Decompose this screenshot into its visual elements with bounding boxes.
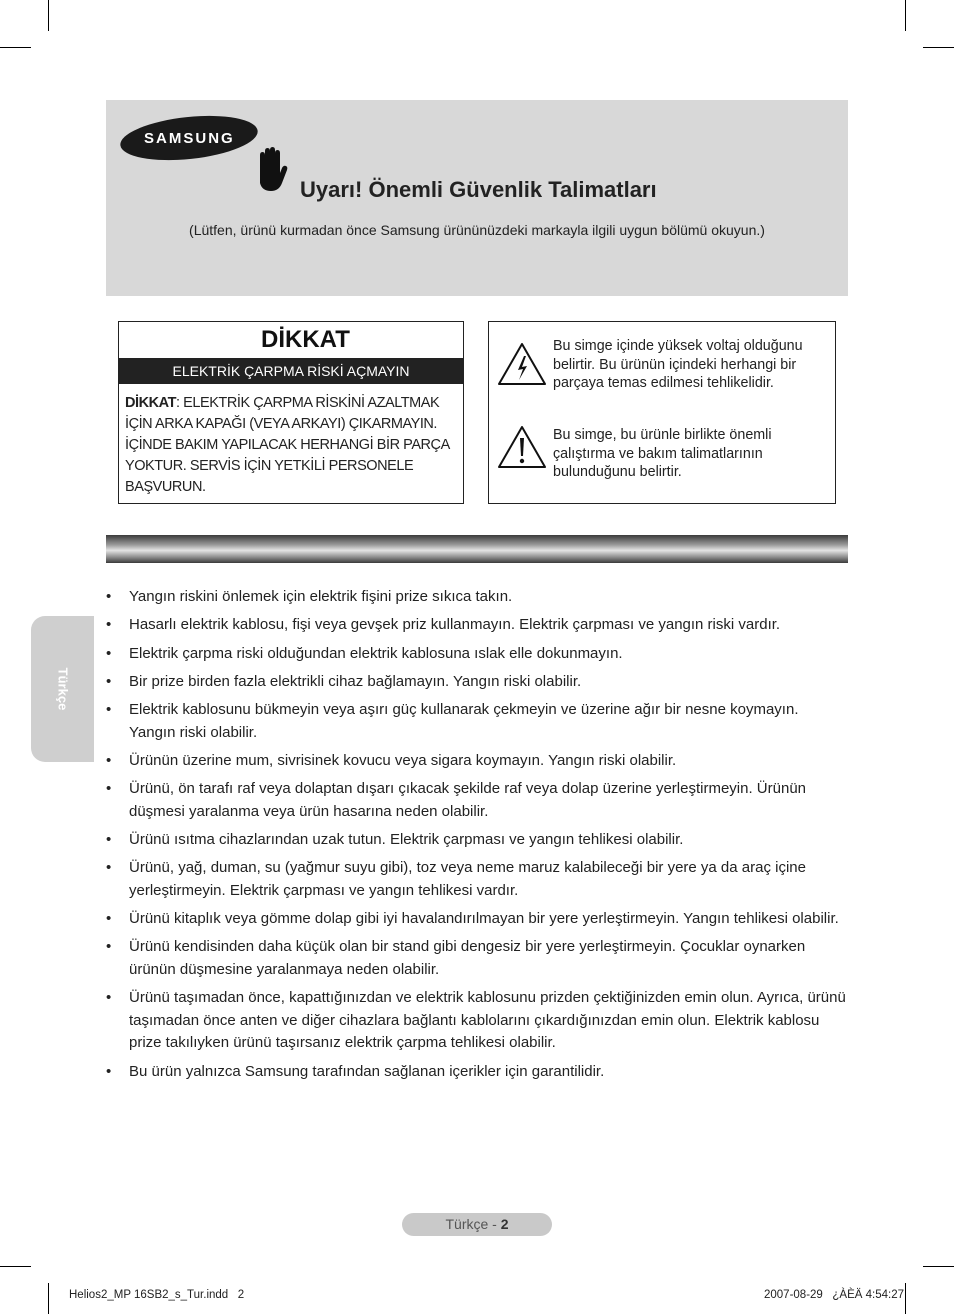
crop-mark [905,1283,906,1314]
symbol-description: Bu simge içinde yüksek voltaj olduğunu belirtir. Bu ürünün içindeki herhangi bir parçaya temas edilmesi tehlikelidir. [553,338,803,391]
list-item: • Yangın riskini önlemek için elektrik fişini prize sıkıca takın. [106,586,852,609]
list-item: • Bir prize birden fazla elektrikli cihaz bağlamayın. Yangın riski olabilir. [106,671,852,694]
caution-label: DİKKAT [125,395,176,411]
list-item: • Hasarlı elektrik kablosu, fişi veya gevşek priz kullanmayın. Elektrik çarpması ve yangın riski vardır. [106,614,852,637]
symbol-description: Bu simge, bu ürünle birlikte önemli çalıştırma ve bakım talimatlarının bulunduğunu belirtir. [553,427,772,480]
list-item: • Ürünü kendisinden daha küçük olan bir stand gibi dengesiz bir yere yerleştirmeyin. Çocuklar oynarken ürünün düşmesine yaralanmaya neden olabilir. [106,936,852,981]
page-subtitle: (Lütfen, ürünü kurmadan önce Samsung ürününüzdeki markayla ilgili uygun bölümü okuyun.) [189,222,765,238]
page-number-value: 2 [500,1216,509,1232]
section-divider [106,535,848,563]
logo-text: SAMSUNG [143,129,235,147]
crop-mark [48,0,49,31]
list-item: • Elektrik çarpma riski olduğundan elektrik kablosuna ıslak elle dokunmayın. [106,643,852,666]
exclamation-warning-icon [497,425,547,469]
language-tab-label: Türkçe [55,667,70,711]
crop-mark [923,1266,954,1267]
safety-instructions-list [106,586,852,1089]
list-item: • Bu ürün yalnızca Samsung tarafından sağlanan içerikler için garantilidir. [106,1061,852,1084]
caution-title: DİKKAT [261,326,350,353]
crop-mark [0,47,31,48]
caution-body: : ELEKTRİK ÇARPMA RİSKİNİ AZALTMAK İÇİN ARKA KAPAĞI (VEYA ARKAYI) ÇIKARMAYIN. İÇİNDE BAKIM YAPILACAK HERHANGİ BİR PARÇA YOKTUR. SERVİS İÇİN YETKİLİ PERSONELE BAŞVURUN. [125,395,449,495]
language-tab [31,616,94,762]
page-title: Uyarı! Önemli Güvenlik Talimatları [300,177,657,202]
samsung-logo [118,110,260,166]
crop-mark [923,47,954,48]
high-voltage-warning-icon [497,342,547,386]
list-item: • Ürünü kitaplık veya gömme dolap gibi iyi havalandırılmayan bir yere yerleştirmeyin. Yangın tehlikesi olabilir. [106,908,852,931]
page-number [402,1213,552,1236]
crop-mark [905,0,906,31]
symbols-box [488,321,836,504]
footer-file-info: Helios2_MP 16SB2_s_Tur.indd 2 [69,1289,245,1301]
footer-timestamp: 2007-08-29 ¿ÀÈÄ 4:54:27 [763,1289,904,1301]
list-item: • Elektrik kablosunu bükmeyin veya aşırı güç kullanarak çekmeyin ve üzerine ağır bir nesne koymayın. Yangın riski olabilir. [106,699,852,744]
list-item: • Ürünün üzerine mum, sivrisinek kovucu veya sigara koymayın. Yangın riski olabilir. [106,750,852,773]
caution-text [125,393,461,498]
list-item: • Ürünü taşımadan önce, kapattığınızdan ve elektrik kablosunu prizden çektiğinizden emin olun. Ayrıca, ürünü taşımadan önce anten ve diğer cihazlara bağlantı kablolarını çıkardığınızdan emin olun. Elektrik kablosu prize takılıyken ürünü taşırsanız elektrik çarpma tehlikesi olabilir. [106,987,852,1055]
list-item: • Ürünü ısıtma cihazlarından uzak tutun. Elektrik çarpması ve yangın tehlikesi olabilir. [106,829,852,852]
caution-box [118,321,464,504]
hand-stop-icon [254,147,288,195]
crop-mark [0,1266,31,1267]
header-panel [106,100,848,296]
crop-mark [48,1283,49,1314]
list-item: • Ürünü, ön tarafı raf veya dolaptan dışarı çıkacak şekilde raf veya dolap üzerine yerleştirmeyin. Ürünün düşmesi yaralanma veya ürün hasarına neden olabilir. [106,778,852,823]
caution-bar: ELEKTRİK ÇARPMA RİSKİ AÇMAYIN [119,358,463,384]
page-label: Türkçe - [445,1216,501,1232]
list-item: • Ürünü, yağ, duman, su (yağmur suyu gibi), toz veya neme maruz kalabileceği bir yere ya da araç içine yerleştirmeyin. Elektrik çarpması ve yangın tehlikesi vardır. [106,857,852,902]
